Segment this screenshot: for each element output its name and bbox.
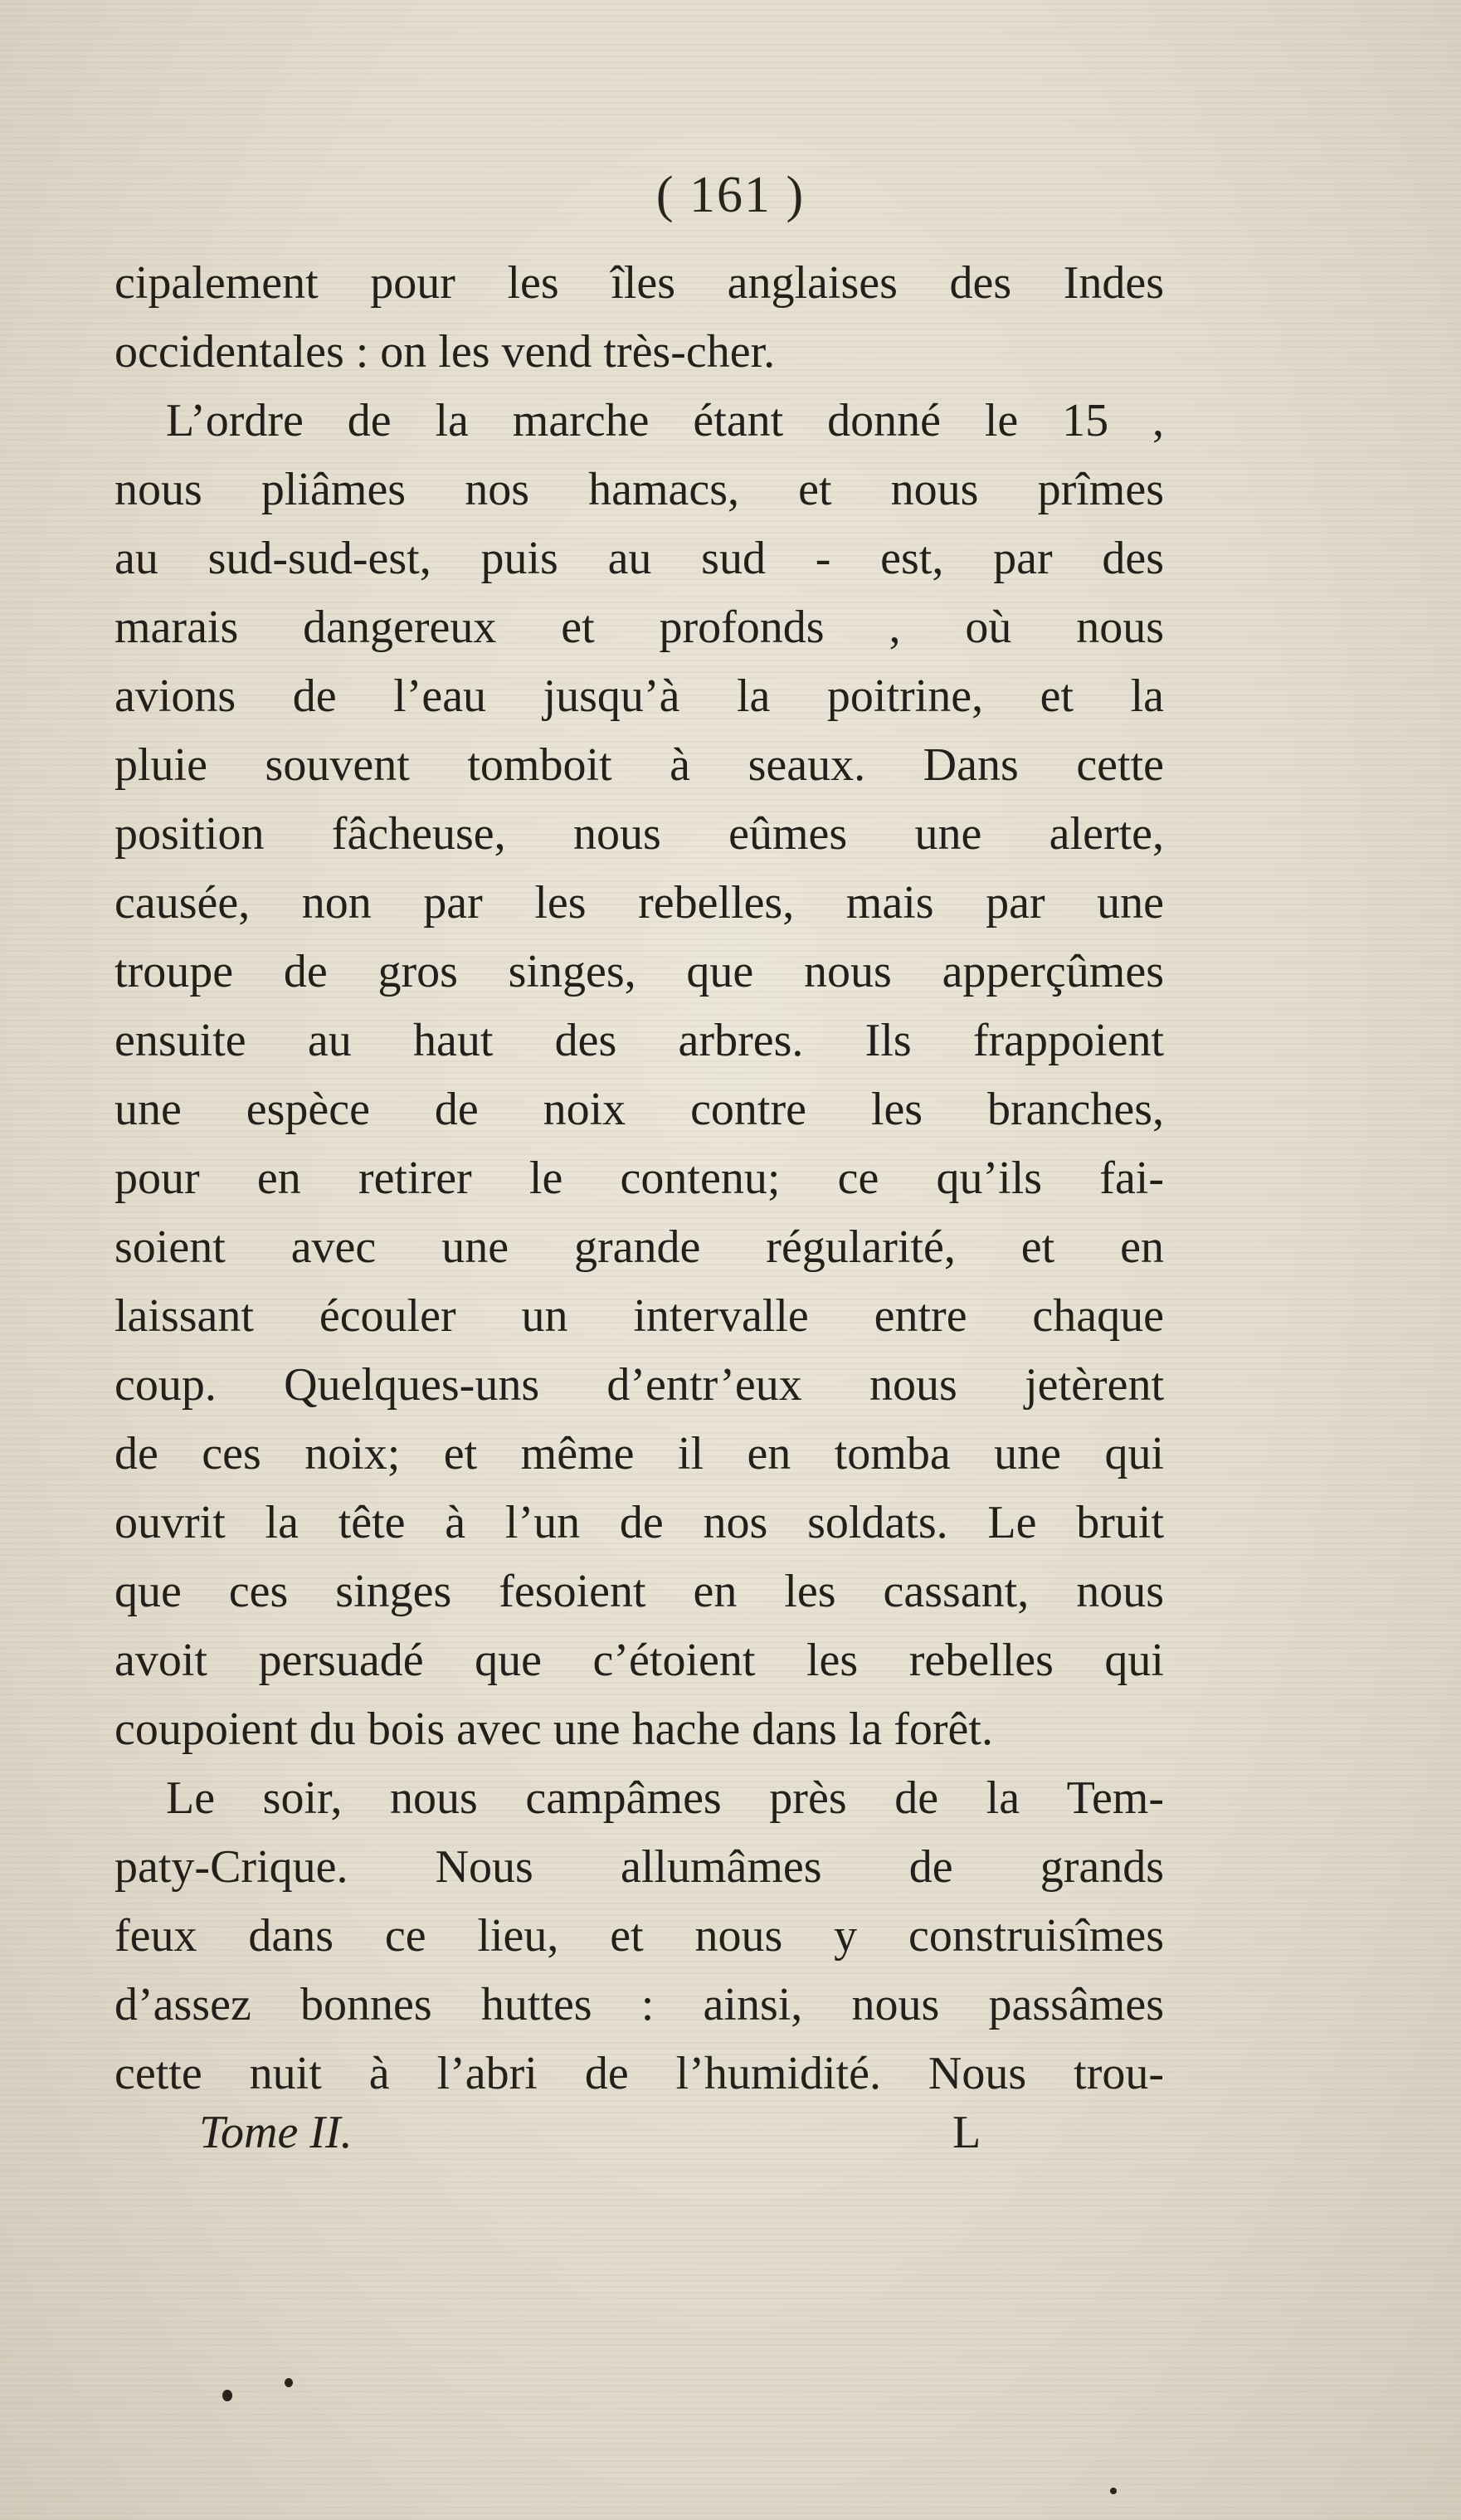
page-footer: [0, 2106, 1461, 2181]
text-line: cette nuit à l’abri de l’humidité. Nous trou-: [114, 2048, 1164, 2099]
text-line: occidentales : on les vend très-cher.: [114, 326, 776, 378]
text-line: Le soir, nous campâmes près de la Tem-: [166, 1772, 1164, 1824]
text-line: marais dangereux et profonds , où nous: [114, 602, 1164, 653]
text-line: d’assez bonnes huttes : ainsi, nous passâmes: [114, 1979, 1164, 2030]
ink-spot: [285, 2378, 293, 2387]
text-line: causée, non par les rebelles, mais par une: [114, 877, 1164, 929]
text-line: de ces noix; et même il en tomba une qui: [114, 1428, 1164, 1479]
volume-label: Tome II.: [199, 2107, 353, 2158]
text-line: pour en retirer le contenu; ce qu’ils fai-: [114, 1153, 1164, 1204]
text-line: avoit persuadé que c’étoient les rebelles qui: [114, 1635, 1164, 1686]
page-number: ( 161 ): [655, 167, 806, 223]
text-line: ensuite au haut des arbres. Ils frappoient: [114, 1015, 1164, 1066]
ink-spot: [222, 2390, 232, 2401]
text-line: soient avec une grande régularité, et en: [114, 1221, 1164, 1273]
text-line: ouvrit la tête à l’un de nos soldats. Le bruit: [114, 1497, 1164, 1548]
ink-spot: [1110, 2488, 1117, 2494]
text-line: pluie souvent tomboit à seaux. Dans cette: [114, 739, 1164, 791]
text-line: troupe de gros singes, que nous apperçûmes: [114, 946, 1164, 997]
text-line: position fâcheuse, nous eûmes une alerte,: [114, 808, 1164, 860]
text-line: avions de l’eau jusqu’à la poitrine, et la: [114, 670, 1164, 722]
text-line: paty-Crique. Nous allumâmes de grands: [114, 1841, 1164, 1893]
text-line: au sud-sud-est, puis au sud - est, par des: [114, 533, 1164, 584]
signature-mark: L: [952, 2107, 981, 2158]
text-line: une espèce de noix contre les branches,: [114, 1084, 1164, 1135]
body-text: [114, 249, 1164, 2108]
text-line: coup. Quelques-uns d’entr’eux nous jetèrent: [114, 1359, 1164, 1411]
text-line: L’ordre de la marche étant donné le 15 ,: [166, 395, 1164, 446]
text-line: que ces singes fesoient en les cassant, nous: [114, 1566, 1164, 1617]
text-line: nous pliâmes nos hamacs, et nous prîmes: [114, 464, 1164, 515]
text-line: laissant écouler un intervalle entre chaque: [114, 1290, 1164, 1342]
text-line: feux dans ce lieu, et nous y construisîmes: [114, 1910, 1164, 1962]
text-line: coupoient du bois avec une hache dans la forêt.: [114, 1704, 993, 1755]
text-line: cipalement pour les îles anglaises des Indes: [114, 257, 1164, 309]
